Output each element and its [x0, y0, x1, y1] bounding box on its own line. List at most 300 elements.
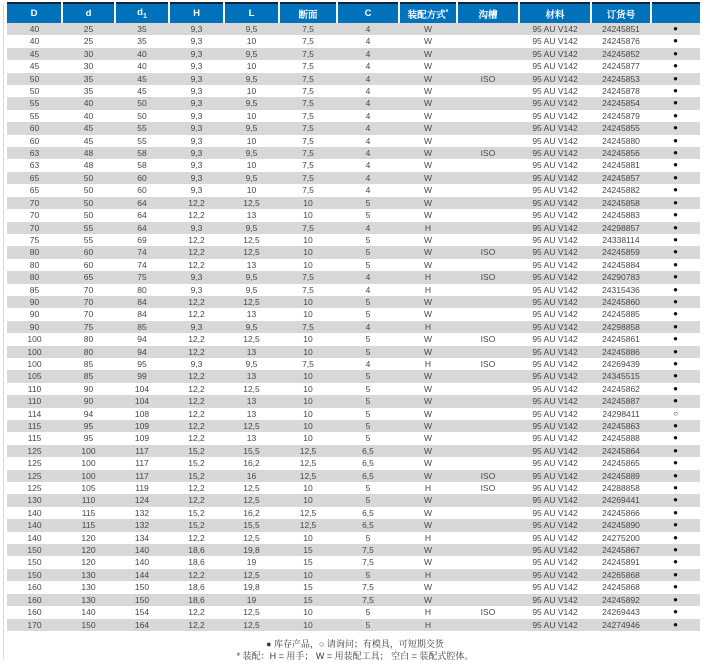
cell-d1: 40 [115, 48, 169, 60]
cell-order-no: 24245876 [602, 36, 640, 47]
cell-material: 95 AU V142 [519, 97, 591, 109]
cell-C: 4 [337, 321, 399, 333]
cell-d1: 64 [137, 210, 147, 221]
table-header [7, 3, 700, 23]
cell-order-no: 24245886 [591, 346, 651, 358]
cell-C: 5 [365, 309, 371, 320]
cell-D: 55 [7, 97, 62, 109]
cell-D: 125 [7, 445, 62, 457]
cell-material: 95 AU V142 [532, 284, 578, 295]
cell-material: 95 AU V142 [532, 61, 578, 72]
cell-cross-section: 7,5 [279, 321, 337, 333]
cell-L: 16,2 [243, 458, 260, 469]
cell-D: 70 [29, 210, 40, 221]
cell-d1: 164 [115, 619, 169, 631]
cell-d: 55 [62, 222, 115, 234]
cell-D: 100 [27, 334, 42, 345]
cell-C: 5 [337, 420, 399, 432]
col-header-stock [651, 3, 700, 23]
cell-order-no: 24245867 [591, 544, 651, 556]
cell-H: 12,2 [188, 383, 205, 394]
cell-L: 9,5 [224, 23, 279, 35]
cell-stock: ● [673, 358, 678, 368]
cell-D: 80 [7, 246, 62, 258]
cell-stock: ● [673, 110, 678, 120]
cell-C: 4 [337, 222, 399, 234]
cell-stock: ● [673, 557, 678, 567]
cell-stock: ● [673, 185, 678, 195]
cell-D: 140 [27, 532, 42, 543]
cell-cross-section: 10 [303, 408, 313, 419]
cell-order-no: 24245860 [591, 296, 651, 308]
cell-d: 115 [81, 507, 96, 518]
cell-stock: ● [651, 172, 700, 184]
cell-C: 6,5 [337, 445, 399, 457]
cell-H: 12,2 [169, 246, 224, 258]
cell-order-no: 24298858 [591, 321, 651, 333]
cell-assembly-method: W [399, 519, 457, 531]
cell-material: 95 AU V142 [532, 458, 578, 469]
cell-d: 120 [62, 544, 115, 556]
table-row [7, 370, 700, 382]
cell-d1: 140 [134, 557, 150, 568]
cell-assembly-method: W [399, 23, 457, 35]
cell-groove [457, 97, 519, 109]
cell-d1: 74 [115, 246, 169, 258]
table-row [7, 383, 700, 395]
cell-order-no: 24245887 [591, 395, 651, 407]
cell-d1: 60 [137, 185, 147, 196]
cell-groove: ISO [457, 271, 519, 283]
table-row [7, 259, 700, 271]
cell-d1: 95 [137, 358, 147, 369]
cell-d: 100 [81, 458, 96, 469]
cell-assembly-method: W [399, 346, 457, 358]
cell-assembly-method: W [423, 557, 433, 568]
cell-assembly-method: W [399, 197, 457, 209]
cell-order-no: 24245851 [591, 23, 651, 35]
cell-d1: 134 [134, 532, 150, 543]
cell-groove [457, 209, 519, 221]
table-row [7, 222, 700, 234]
cell-L: 9,5 [224, 48, 279, 60]
cell-d: 35 [83, 86, 94, 97]
cell-L: 12,5 [243, 532, 260, 543]
cell-cross-section: 10 [279, 197, 337, 209]
cell-C: 5 [337, 370, 399, 382]
cell-material: 95 AU V142 [519, 296, 591, 308]
cell-assembly-method: H [399, 321, 457, 333]
cell-L: 9,5 [224, 147, 279, 159]
cell-d: 65 [62, 271, 115, 283]
cell-H: 9,3 [190, 36, 203, 47]
cell-d1: 104 [134, 383, 150, 394]
cell-groove [457, 222, 519, 234]
cell-H: 9,3 [190, 86, 203, 97]
cell-material: 95 AU V142 [519, 271, 591, 283]
cell-H: 9,3 [169, 48, 224, 60]
cell-d1: 132 [115, 519, 169, 531]
col-header-d1: $d_1$ [115, 3, 169, 23]
cell-stock: ● [673, 36, 678, 46]
cell-C: 5 [365, 483, 371, 494]
cell-d: 25 [83, 36, 94, 47]
cell-d: 94 [83, 408, 94, 419]
cell-stock: ● [651, 97, 700, 109]
cell-L: 13 [246, 408, 257, 419]
cell-C: 5 [365, 234, 371, 245]
cell-L: 13 [246, 433, 257, 444]
cell-L: 15,5 [224, 519, 279, 531]
cell-assembly-method: W [423, 61, 433, 72]
cell-stock: ● [651, 222, 700, 234]
cell-stock: ● [651, 519, 700, 531]
cell-d: 130 [62, 569, 115, 581]
cell-assembly-method: H [424, 607, 432, 618]
cell-H: 9,3 [190, 284, 203, 295]
cell-H: 18,6 [188, 557, 205, 568]
cell-C: 4 [337, 122, 399, 134]
cell-H: 15,2 [169, 470, 224, 482]
cell-d1: 144 [115, 569, 169, 581]
cell-d1: 140 [115, 544, 169, 556]
table-row [7, 159, 700, 171]
cell-H: 9,3 [190, 61, 203, 72]
cell-H: 15,2 [188, 507, 205, 518]
cell-L: 13 [246, 210, 257, 221]
cell-d1: 60 [115, 172, 169, 184]
cell-stock: ● [673, 259, 678, 269]
cell-order-no: 24245891 [602, 557, 640, 568]
cell-cross-section: 10 [279, 569, 337, 581]
cell-C: 4 [365, 284, 371, 295]
cell-L: 13 [224, 395, 279, 407]
cell-assembly-method: W [423, 135, 433, 146]
cell-stock: ● [651, 569, 700, 581]
cell-L: 13 [224, 346, 279, 358]
cell-cross-section: 7,5 [302, 110, 314, 121]
cell-L: 9,5 [224, 222, 279, 234]
cell-order-no: 24245859 [591, 246, 651, 258]
cell-groove [457, 48, 519, 60]
cell-assembly-method: W [423, 334, 433, 345]
cell-D: 150 [7, 544, 62, 556]
cell-groove [457, 172, 519, 184]
cell-order-no: 24245868 [602, 582, 640, 593]
cell-cross-section: 7,5 [279, 48, 337, 60]
cell-stock: ● [673, 483, 678, 493]
cell-assembly-method: H [399, 569, 457, 581]
cell-d1: 94 [137, 334, 147, 345]
cell-cross-section: 7,5 [279, 23, 337, 35]
cell-d1: 150 [115, 594, 169, 606]
cell-order-no: 24345515 [591, 370, 651, 382]
cell-H: 12,2 [169, 619, 224, 631]
cell-groove: ISO [480, 607, 496, 618]
cell-stock: ● [673, 284, 678, 294]
cell-material: 95 AU V142 [532, 234, 578, 245]
cell-H: 9,3 [169, 23, 224, 35]
cell-D: 100 [27, 358, 42, 369]
cell-material: 95 AU V142 [519, 619, 591, 631]
cell-L: 12,5 [224, 197, 279, 209]
cell-C: 5 [337, 569, 399, 581]
cell-d1: 132 [134, 507, 150, 518]
cell-assembly-method: H [424, 532, 432, 543]
cell-d: 40 [62, 97, 115, 109]
cell-d: 55 [83, 234, 94, 245]
cell-D: 85 [29, 284, 40, 295]
cell-H: 9,3 [190, 185, 203, 196]
cell-d: 30 [62, 48, 115, 60]
cell-d: 70 [62, 296, 115, 308]
cell-material: 95 AU V142 [519, 73, 591, 85]
cell-d1: 45 [137, 86, 147, 97]
cell-H: 12,2 [188, 607, 205, 618]
cell-assembly-method: W [399, 122, 457, 134]
cell-L: 10 [246, 185, 257, 196]
cell-stock: ● [673, 383, 678, 393]
cell-groove [457, 110, 519, 122]
cell-H: 9,3 [169, 122, 224, 134]
cell-stock: ● [651, 395, 700, 407]
cell-order-no: 24290783 [591, 271, 651, 283]
cell-d1: 64 [115, 197, 169, 209]
cell-stock: ● [651, 321, 700, 333]
cell-material: 95 AU V142 [519, 569, 591, 581]
cell-groove [457, 23, 519, 35]
cell-order-no: 24274946 [591, 619, 651, 631]
cell-cross-section: 7,5 [302, 160, 314, 171]
cell-H: 18,6 [169, 544, 224, 556]
cell-D: 75 [29, 234, 40, 245]
cell-C: 4 [365, 61, 371, 72]
cell-groove [457, 85, 519, 97]
cell-groove [457, 432, 519, 444]
table-row [7, 408, 700, 420]
table-row [7, 420, 700, 432]
cell-d1: 75 [115, 271, 169, 283]
cell-cross-section: 15 [279, 594, 337, 606]
cell-assembly-method: W [399, 296, 457, 308]
table-row [7, 606, 700, 618]
table-row [7, 271, 700, 283]
table-row [7, 569, 700, 581]
cell-stock: ● [673, 210, 678, 220]
table-row [7, 457, 700, 469]
cell-H: 12,2 [169, 296, 224, 308]
cell-material: 95 AU V142 [519, 321, 591, 333]
table-row [7, 321, 700, 333]
cell-d: 100 [62, 445, 115, 457]
cell-d: 90 [62, 395, 115, 407]
cell-cross-section: 10 [279, 370, 337, 382]
product-spec-table [7, 2, 700, 631]
cell-cross-section: 10 [279, 296, 337, 308]
cell-D: 63 [7, 147, 62, 159]
cell-material: 95 AU V142 [519, 395, 591, 407]
cell-groove [457, 420, 519, 432]
cell-groove [457, 184, 519, 196]
cell-groove [457, 308, 519, 320]
cell-d: 110 [62, 494, 115, 506]
cell-order-no: 24245857 [591, 172, 651, 184]
cell-material: 95 AU V142 [532, 36, 578, 47]
cell-d: 70 [83, 284, 94, 295]
cell-H: 12,2 [169, 494, 224, 506]
cell-L: 10 [246, 160, 257, 171]
cell-assembly-method: W [399, 147, 457, 159]
cell-material: 95 AU V142 [532, 358, 578, 369]
cell-stock: ● [651, 544, 700, 556]
cell-H: 12,2 [188, 483, 205, 494]
col-header-D: D [7, 3, 62, 23]
cell-assembly-method: W [399, 73, 457, 85]
cell-assembly-method: W [399, 445, 457, 457]
table-row [7, 346, 700, 358]
cell-stock: ● [673, 135, 678, 145]
cell-groove [457, 494, 519, 506]
cell-stock: ● [651, 296, 700, 308]
cell-cross-section: 7,5 [279, 73, 337, 85]
cell-stock: ● [651, 246, 700, 258]
cell-d: 48 [62, 147, 115, 159]
cell-d1: 150 [134, 582, 150, 593]
cell-L: 12,5 [224, 246, 279, 258]
cell-groove [457, 457, 519, 469]
cell-d: 85 [83, 358, 94, 369]
cell-C: 6,5 [362, 458, 374, 469]
cell-d1: 50 [137, 110, 147, 121]
cell-H: 9,3 [169, 271, 224, 283]
cell-cross-section: 10 [303, 532, 313, 543]
cell-d: 140 [81, 607, 96, 618]
cell-d: 95 [83, 433, 94, 444]
cell-L: 9,5 [224, 122, 279, 134]
cell-material: 95 AU V142 [532, 483, 578, 494]
cell-cross-section: 15 [303, 582, 313, 593]
cell-order-no: 24265868 [591, 569, 651, 581]
cell-stock: ● [651, 445, 700, 457]
cell-stock: ● [651, 197, 700, 209]
cell-C: 4 [337, 97, 399, 109]
cell-d1: 94 [115, 346, 169, 358]
cell-D: 50 [7, 73, 62, 85]
cell-C: 5 [365, 532, 371, 543]
cell-groove [457, 35, 519, 47]
cell-order-no: 24245853 [591, 73, 651, 85]
cell-L: 12,5 [224, 296, 279, 308]
cell-cross-section: 15 [303, 557, 313, 568]
cell-stock: ● [651, 346, 700, 358]
cell-H: 9,3 [190, 160, 203, 171]
cell-C: 7,5 [362, 582, 374, 593]
cell-order-no: 24269439 [602, 358, 640, 369]
cell-L: 12,5 [224, 494, 279, 506]
cell-assembly-method: H [399, 271, 457, 283]
table-row [7, 284, 700, 296]
cell-groove: ISO [457, 470, 519, 482]
cell-stock: ● [673, 433, 678, 443]
table-row [7, 35, 700, 47]
cell-cross-section: 15 [279, 544, 337, 556]
cell-cross-section: 10 [279, 494, 337, 506]
cell-cross-section: 10 [303, 234, 313, 245]
cell-C: 4 [365, 36, 371, 47]
cell-order-no: 24245890 [591, 519, 651, 531]
cell-C: 5 [365, 259, 371, 270]
cell-H: 12,2 [188, 433, 205, 444]
cell-D: 140 [7, 519, 62, 531]
cell-stock: ● [673, 607, 678, 617]
cell-D: 160 [7, 594, 62, 606]
cell-D: 110 [27, 383, 42, 394]
cell-H: 9,3 [169, 147, 224, 159]
cell-material: 95 AU V142 [532, 160, 578, 171]
table-row [7, 60, 700, 72]
cell-C: 6,5 [337, 470, 399, 482]
cell-cross-section: 7,5 [302, 284, 314, 295]
cell-d: 70 [83, 309, 94, 320]
cell-cross-section: 7,5 [302, 135, 314, 146]
cell-stock: ● [673, 160, 678, 170]
cell-d1: 80 [137, 284, 147, 295]
table-row [7, 122, 700, 134]
table-row [7, 432, 700, 444]
cell-assembly-method: W [423, 86, 433, 97]
cell-cross-section: 10 [279, 346, 337, 358]
table-row [7, 494, 700, 506]
cell-cross-section: 12,5 [299, 507, 317, 518]
cell-order-no: 24298857 [591, 222, 651, 234]
col-header-d: d [62, 3, 115, 23]
cell-d: 45 [62, 122, 115, 134]
cell-D: 125 [27, 458, 42, 469]
cell-order-no: 24245854 [591, 97, 651, 109]
cell-L: 15,5 [224, 445, 279, 457]
cell-material: 95 AU V142 [519, 23, 591, 35]
cell-stock: ● [673, 334, 678, 344]
cell-material: 95 AU V142 [532, 532, 578, 543]
cell-assembly-method: W [399, 494, 457, 506]
cell-C: 5 [365, 408, 371, 419]
table-row [7, 507, 700, 519]
cell-D: 160 [27, 607, 42, 618]
legend-assembly-note: * 装配：H = 用手； W = 用装配工具； 空白 = 装配式腔体。 [236, 651, 474, 661]
cell-groove: ISO [457, 73, 519, 85]
table-row [7, 544, 700, 556]
cell-stock: ● [651, 370, 700, 382]
cell-L: 12,5 [243, 383, 260, 394]
cell-d1: 109 [134, 433, 150, 444]
cell-H: 12,2 [188, 408, 205, 419]
cell-cross-section: 10 [279, 619, 337, 631]
cell-stock: ● [651, 271, 700, 283]
cell-L: 10 [246, 110, 257, 121]
cell-groove [457, 159, 519, 171]
table-row [7, 23, 700, 35]
cell-assembly-method: W [423, 383, 433, 394]
cell-order-no: 24245888 [602, 433, 640, 444]
cell-assembly-method: W [423, 408, 433, 419]
cell-assembly-method: W [423, 234, 433, 245]
cell-L: 16,2 [243, 507, 260, 518]
cell-L: 12,5 [224, 619, 279, 631]
cell-order-no: 24245882 [602, 185, 640, 196]
cell-C: 5 [365, 607, 371, 618]
cell-order-no: 24245883 [602, 210, 640, 221]
cell-assembly-method: W [423, 458, 433, 469]
